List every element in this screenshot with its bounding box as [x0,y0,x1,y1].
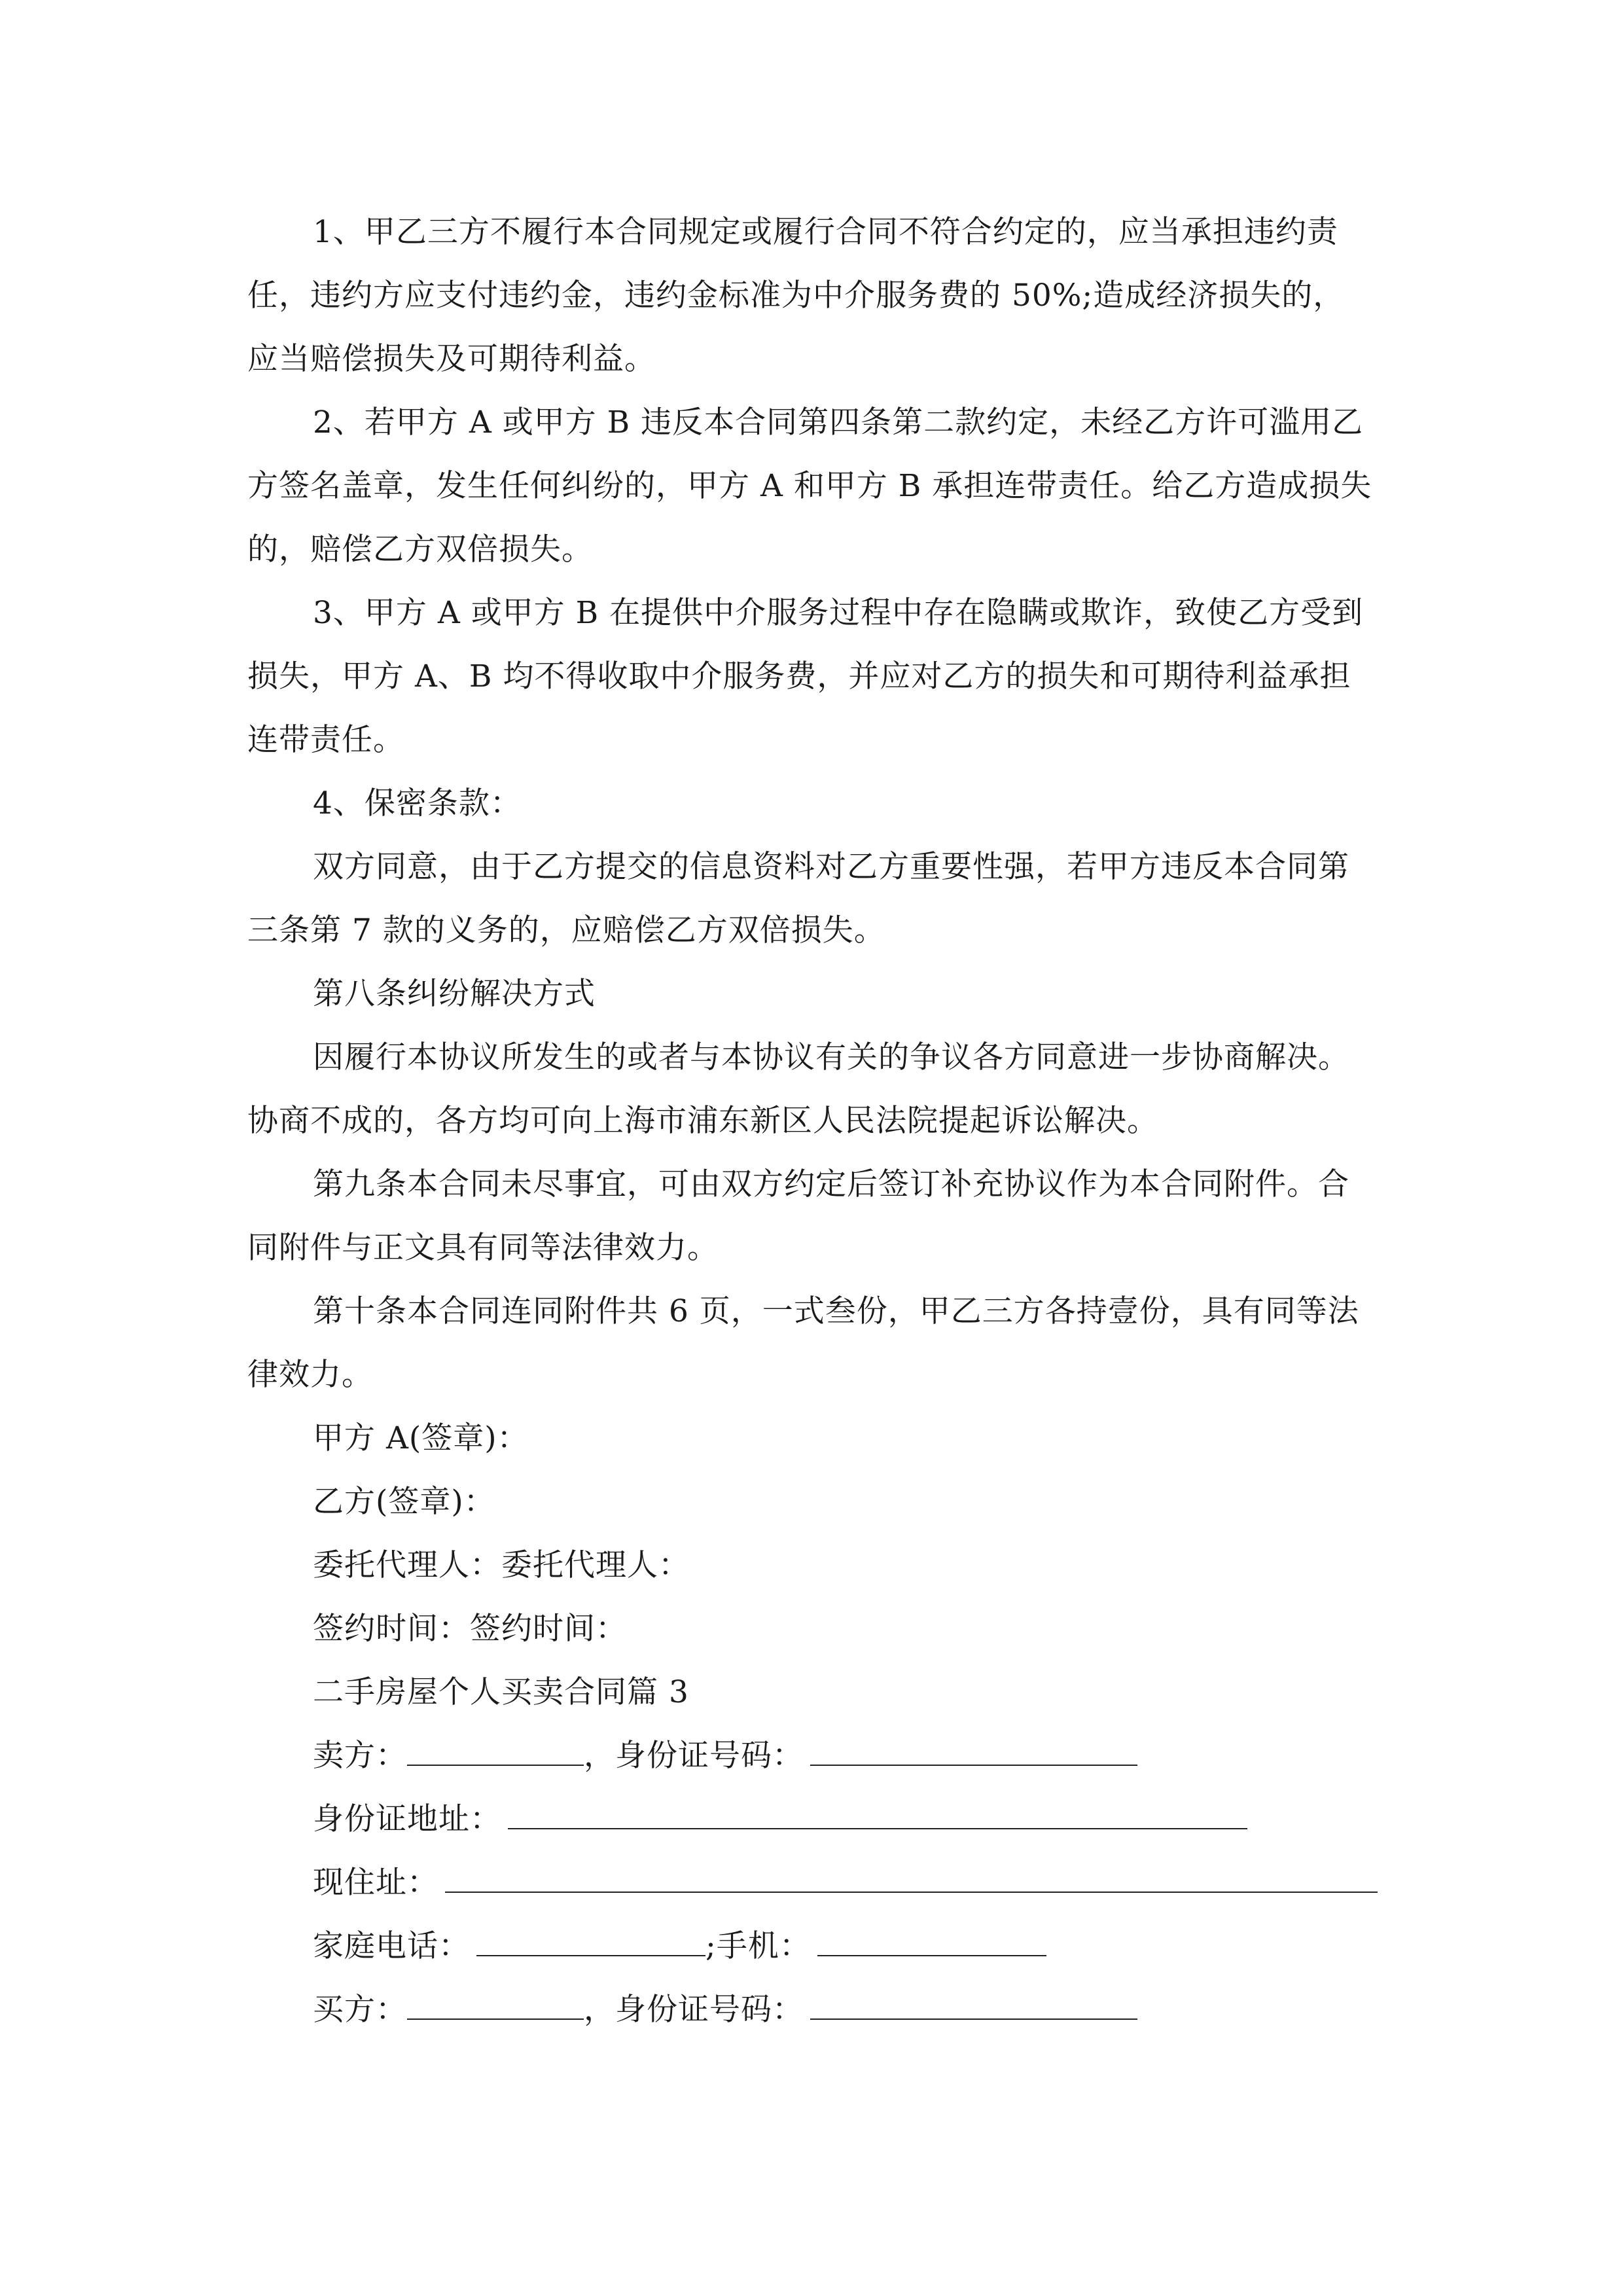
id-address-row [313,1790,1247,1849]
buyer-name-blank[interactable] [407,1992,584,2020]
phone-row [313,1917,1046,1976]
home-phone-blank[interactable] [476,1929,705,1956]
paragraph-clause-3-line-1: 3、甲方 A 或甲方 B 在提供中介服务过程中存在隐瞒或欺诈，致使乙方受到 [313,595,1364,631]
paragraph-clause-2-line-2: 方签名盖章，发生任何纠纷的，甲方 A 和甲方 B 承担连带责任。给乙方造成损失 [247,468,1372,504]
buyer-row [313,1981,1137,2039]
signature-agents: 委托代理人：委托代理人： [313,1547,690,1583]
article-9-line-1: 第九条本合同未尽事宜，可由双方约定后签订补充协议作为本合同附件。合 [313,1166,1349,1202]
seller-row [313,1727,1137,1785]
mobile-label: ;手机： [705,1928,811,1964]
signature-party-b: 乙方(签章)： [313,1484,495,1520]
section-title-contract-3: 二手房屋个人买卖合同篇 3 [313,1674,689,1710]
paragraph-clause-1-line-2: 任，违约方应支付违约金，违约金标准为中介服务费的 50%;造成经济损失的， [247,278,1345,314]
seller-name-blank[interactable] [407,1738,584,1766]
seller-label: 卖方： [313,1738,407,1774]
mobile-blank[interactable] [817,1929,1046,1956]
current-address-row [313,1854,1378,1912]
paragraph-clause-2-line-3: 的，赔偿乙方双倍损失。 [247,531,593,567]
paragraph-clause-2-line-1: 2、若甲方 A 或甲方 B 违反本合同第四条第二款约定，未经乙方许可滥用乙 [313,404,1364,440]
article-8-heading: 第八条纠纷解决方式 [313,976,596,1012]
seller-id-blank[interactable] [810,1738,1137,1766]
current-address-blank[interactable] [445,1865,1378,1893]
signature-dates: 签约时间：签约时间： [313,1611,627,1647]
buyer-id-blank[interactable] [810,1992,1137,2020]
buyer-id-label: ，身份证号码： [584,1992,804,2028]
id-address-label: 身份证地址： [313,1801,501,1837]
home-phone-label: 家庭电话： [313,1928,470,1964]
article-10-line-2: 律效力。 [247,1357,373,1393]
paragraph-clause-3-line-2: 损失，甲方 A、B 均不得收取中介服务费，并应对乙方的损失和可期待利益承担 [247,658,1351,694]
paragraph-clause-3-line-3: 连带责任。 [247,722,404,758]
article-10-line-1: 第十条本合同连同附件共 6 页，一式叁份，甲乙三方各持壹份，具有同等法 [313,1293,1359,1329]
article-8-line-1: 因履行本协议所发生的或者与本协议有关的争议各方同意进一步协商解决。 [313,1039,1349,1075]
seller-id-label: ，身份证号码： [584,1738,804,1774]
current-address-label: 现住址： [313,1865,438,1901]
paragraph-confidentiality-line-2: 三条第 7 款的义务的，应赔偿乙方双倍损失。 [247,912,885,948]
paragraph-clause-1-line-3: 应当赔偿损失及可期待利益。 [247,341,656,377]
article-8-line-2: 协商不成的，各方均可向上海市浦东新区人民法院提起诉讼解决。 [247,1103,1158,1139]
paragraph-clause-1-line-1: 1、甲乙三方不履行本合同规定或履行合同不符合约定的，应当承担违约责 [313,214,1338,250]
paragraph-confidentiality-line-1: 双方同意，由于乙方提交的信息资料对乙方重要性强，若甲方违反本合同第 [313,849,1349,885]
paragraph-confidentiality-heading: 4、保密条款： [313,785,522,821]
buyer-label: 买方： [313,1992,407,2028]
id-address-blank[interactable] [508,1802,1247,1829]
article-9-line-2: 同附件与正文具有同等法律效力。 [247,1230,719,1266]
signature-party-a: 甲方 A(签章)： [313,1420,529,1456]
